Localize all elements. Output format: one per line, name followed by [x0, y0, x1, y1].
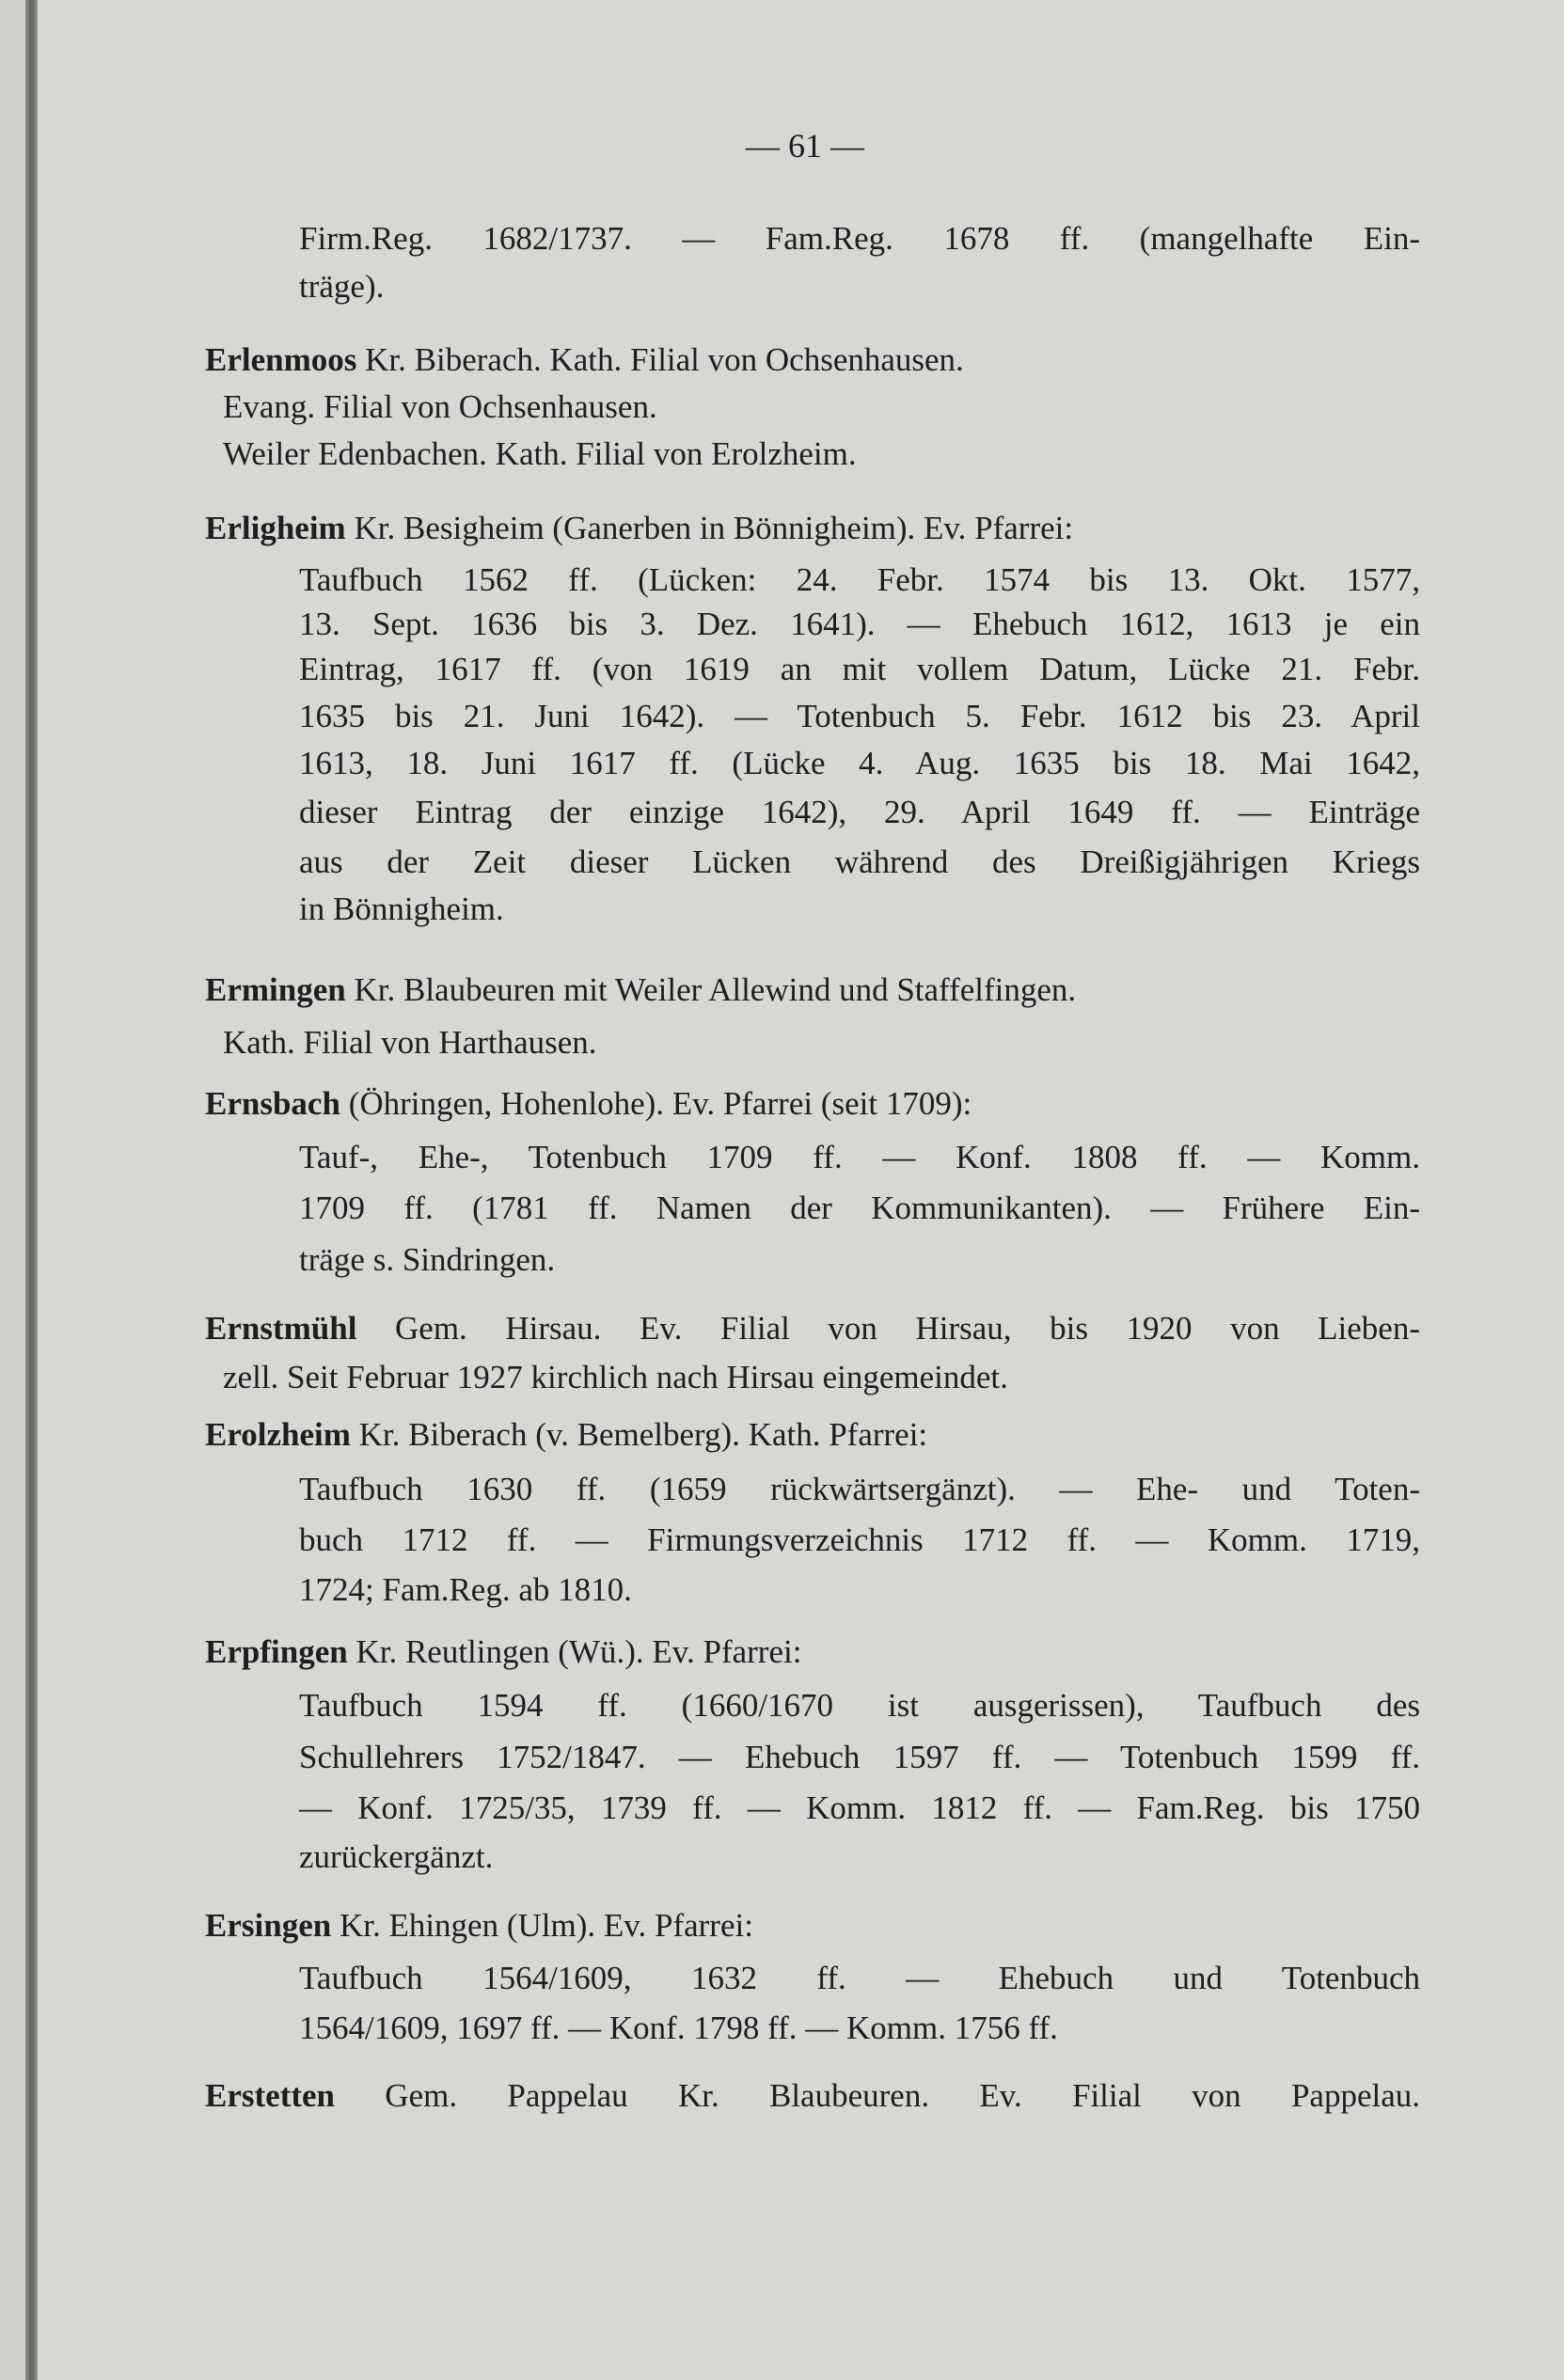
headword: Ernsbach: [205, 1085, 340, 1122]
headword: Ersingen: [205, 1907, 332, 1944]
text: (Öhringen, Hohenlohe). Ev. Pfarrei (seit 1709):: [340, 1085, 972, 1122]
text-line: 13. Sept. 1636 bis 3. Dez. 1641). — Ehebuch 1612, 1613 je ein: [299, 606, 1420, 642]
text-line: 1564/1609, 1697 ff. — Konf. 1798 ff. — Komm. 1756 ff.: [299, 2010, 1058, 2046]
text-line: zurückergänzt.: [299, 1838, 494, 1875]
text-line: Taufbuch 1594 ff. (1660/1670 ist ausgerissen), Taufbuch des: [299, 1687, 1420, 1724]
text-line: zell. Seit Februar 1927 kirchlich nach Hirsau eingemeindet.: [223, 1359, 1008, 1395]
text: Kr. Reutlingen (Wü.). Ev. Pfarrei:: [347, 1633, 802, 1670]
text-line: Kath. Filial von Harthausen.: [223, 1024, 597, 1061]
headword: Erligheim: [205, 510, 346, 546]
text-line: aus der Zeit dieser Lücken während des Dreißigjährigen Kriegs: [299, 843, 1420, 880]
entry-erolzheim: [205, 1409, 1420, 1461]
book-binding-shadow: [25, 0, 38, 2380]
page-number: — 61 —: [746, 127, 864, 165]
entry-erligheim: [205, 502, 1420, 555]
entry-erpfingen: [205, 1626, 1420, 1679]
text-line: Taufbuch 1564/1609, 1632 ff. — Ehebuch und Totenbuch: [299, 1960, 1420, 1996]
entry-erlenmoos: [205, 334, 1420, 386]
text-line: in Bönnigheim.: [299, 891, 504, 927]
text-line: Tauf-, Ehe-, Totenbuch 1709 ff. — Konf. 1808 ff. — Komm.: [299, 1139, 1420, 1175]
text-line: 1724; Fam.Reg. ab 1810.: [299, 1571, 632, 1608]
text: Gem. Hirsau. Ev. Filial von Hirsau, bis 1920 von Lieben-: [356, 1310, 1420, 1347]
text: Kr. Besigheim (Ganerben in Bönnigheim). Ev. Pfarrei:: [345, 510, 1074, 546]
headword: Erolzheim: [205, 1416, 351, 1453]
text: Gem. Pappelau Kr. Blaubeuren. Ev. Filial von Pappelau.: [335, 2077, 1420, 2114]
text-line: Evang. Filial von Ochsenhausen.: [223, 388, 657, 425]
text-line: — Konf. 1725/35, 1739 ff. — Komm. 1812 ff. — Fam.Reg. bis 1750: [299, 1789, 1420, 1826]
entry-ernstmuehl: [205, 1302, 1420, 1355]
page-edge: [0, 0, 25, 2380]
headword: Erlenmoos: [205, 341, 357, 378]
entry-ernsbach: [205, 1078, 1420, 1130]
text: Kr. Ehingen (Ulm). Ev. Pfarrei:: [331, 1907, 753, 1944]
text: Kr. Blaubeuren mit Weiler Allewind und Staffelfingen.: [345, 971, 1077, 1008]
headword: Erpfingen: [205, 1633, 348, 1670]
text-line: Taufbuch 1630 ff. (1659 rückwärtsergänzt). — Ehe- und Toten-: [299, 1471, 1420, 1507]
text-line: 1709 ff. (1781 ff. Namen der Kommunikanten). — Frühere Ein-: [299, 1190, 1420, 1226]
text: Kr. Biberach (v. Bemelberg). Kath. Pfarrei:: [350, 1416, 928, 1453]
text-line: Weiler Edenbachen. Kath. Filial von Erolzheim.: [223, 435, 857, 472]
text-line: dieser Eintrag der einzige 1642), 29. April 1649 ff. — Einträge: [299, 794, 1420, 830]
entry-ermingen: [205, 964, 1420, 1017]
entry-erstetten: [205, 2070, 1420, 2122]
text-line: 1613, 18. Juni 1617 ff. (Lücke 4. Aug. 1635 bis 18. Mai 1642,: [299, 745, 1420, 781]
text-line: träge).: [299, 268, 385, 305]
entry-ersingen: [205, 1899, 1420, 1952]
text-line: 1635 bis 21. Juni 1642). — Totenbuch 5. Febr. 1612 bis 23. April: [299, 698, 1420, 734]
text-line: Eintrag, 1617 ff. (von 1619 an mit vollem Datum, Lücke 21. Febr.: [299, 651, 1420, 687]
text-line: buch 1712 ff. — Firmungsverzeichnis 1712 ff. — Komm. 1719,: [299, 1521, 1420, 1558]
text-line: Schullehrers 1752/1847. — Ehebuch 1597 ff. — Totenbuch 1599 ff.: [299, 1739, 1420, 1775]
headword: Erstetten: [205, 2077, 336, 2114]
headword: Ernstmühl: [205, 1310, 357, 1347]
headword: Ermingen: [205, 971, 346, 1008]
text-line: Firm.Reg. 1682/1737. — Fam.Reg. 1678 ff. (mangelhafte Ein-: [299, 220, 1420, 257]
text-line: Taufbuch 1562 ff. (Lücken: 24. Febr. 1574 bis 13. Okt. 1577,: [299, 561, 1420, 598]
text: Kr. Biberach. Kath. Filial von Ochsenhausen.: [356, 341, 964, 378]
text-line: träge s. Sindringen.: [299, 1241, 556, 1278]
